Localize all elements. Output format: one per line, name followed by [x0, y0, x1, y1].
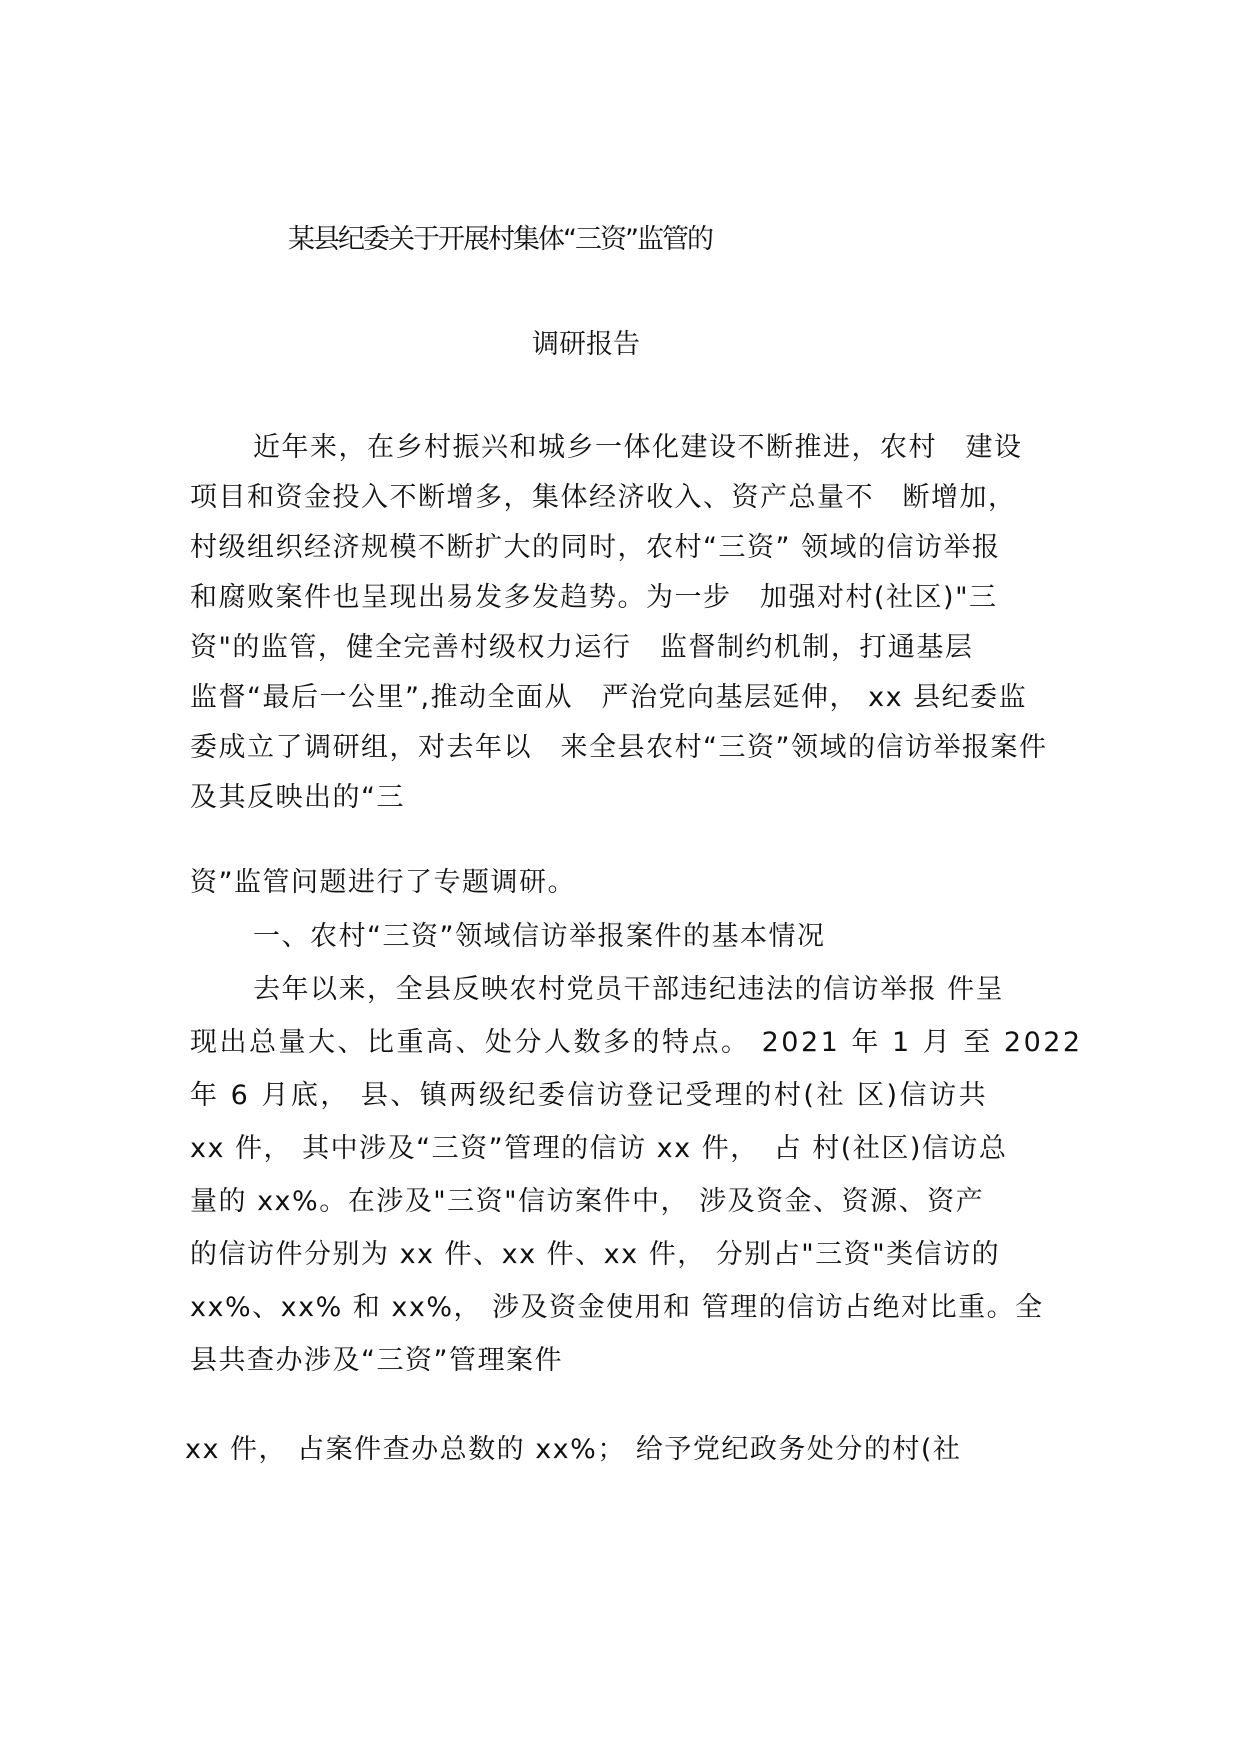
body-line-6: 监督“最后一公里”,推动全面从 严治党向基层延伸， xx 县纪委监	[190, 682, 1028, 713]
body-line-4: 和腐败案件也呈现出易发多发趋势。为一步 加强对村(社区)"三	[190, 582, 998, 613]
body-line-18: 县共查办涉及“三资”管理案件	[190, 1345, 563, 1376]
body-line-19: xx 件， 占案件查办总数的 xx%； 给予党纪政务处分的村(社	[185, 1434, 962, 1465]
body-line-7: 委成立了调研组，对去年以 来全县农村“三资”领域的信访举报案件	[190, 732, 1048, 763]
body-line-8: 及其反映出的“三	[190, 782, 405, 813]
body-line-9: 资”监管问题进行了专题调研。	[190, 867, 576, 898]
section-heading-1: 一、农村“三资”领域信访举报案件的基本情况	[253, 921, 826, 952]
report-title-line-2: 调研报告	[532, 329, 640, 360]
body-line-5: 资"的监管，健全完善村级权力运行 监督制约机制，打通基层	[190, 632, 974, 663]
body-line-15: 量的 xx%。在涉及"三资"信访案件中， 涉及资金、资源、资产	[190, 1186, 985, 1217]
body-line-14: xx 件， 其中涉及“三资”管理的信访 xx 件， 占 村(社区)信访总	[190, 1133, 1008, 1164]
report-title-line-1: 某县纪委关于开展村集体“三资”监管的	[288, 224, 712, 255]
body-line-13: 年 6 月底， 县、镇两级纪委信访登记受理的村(社 区)信访共	[190, 1080, 989, 1111]
body-line-17: xx%、xx% 和 xx%， 涉及资金使用和 管理的信访占绝对比重。全	[190, 1292, 1044, 1323]
body-line-1: 近年来，在乡村振兴和城乡一体化建设不断推进，农村 建设	[253, 432, 1023, 463]
body-line-11: 去年以来，全县反映农村党员干部违纪违法的信访举报 件呈	[253, 974, 1005, 1005]
body-line-2: 项目和资金投入不断增多，集体经济收入、资产总量不 断增加，	[190, 482, 1017, 513]
body-line-12: 现出总量大、比重高、处分人数多的特点。 2021 年 1 月 至 2022	[190, 1027, 1083, 1058]
body-line-3: 村级组织经济规模不断扩大的同时，农村“三资” 领域的信访举报	[190, 532, 1001, 563]
body-line-16: 的信访件分别为 xx 件、xx 件、xx 件， 分别占"三资"类信访的	[190, 1239, 1001, 1270]
